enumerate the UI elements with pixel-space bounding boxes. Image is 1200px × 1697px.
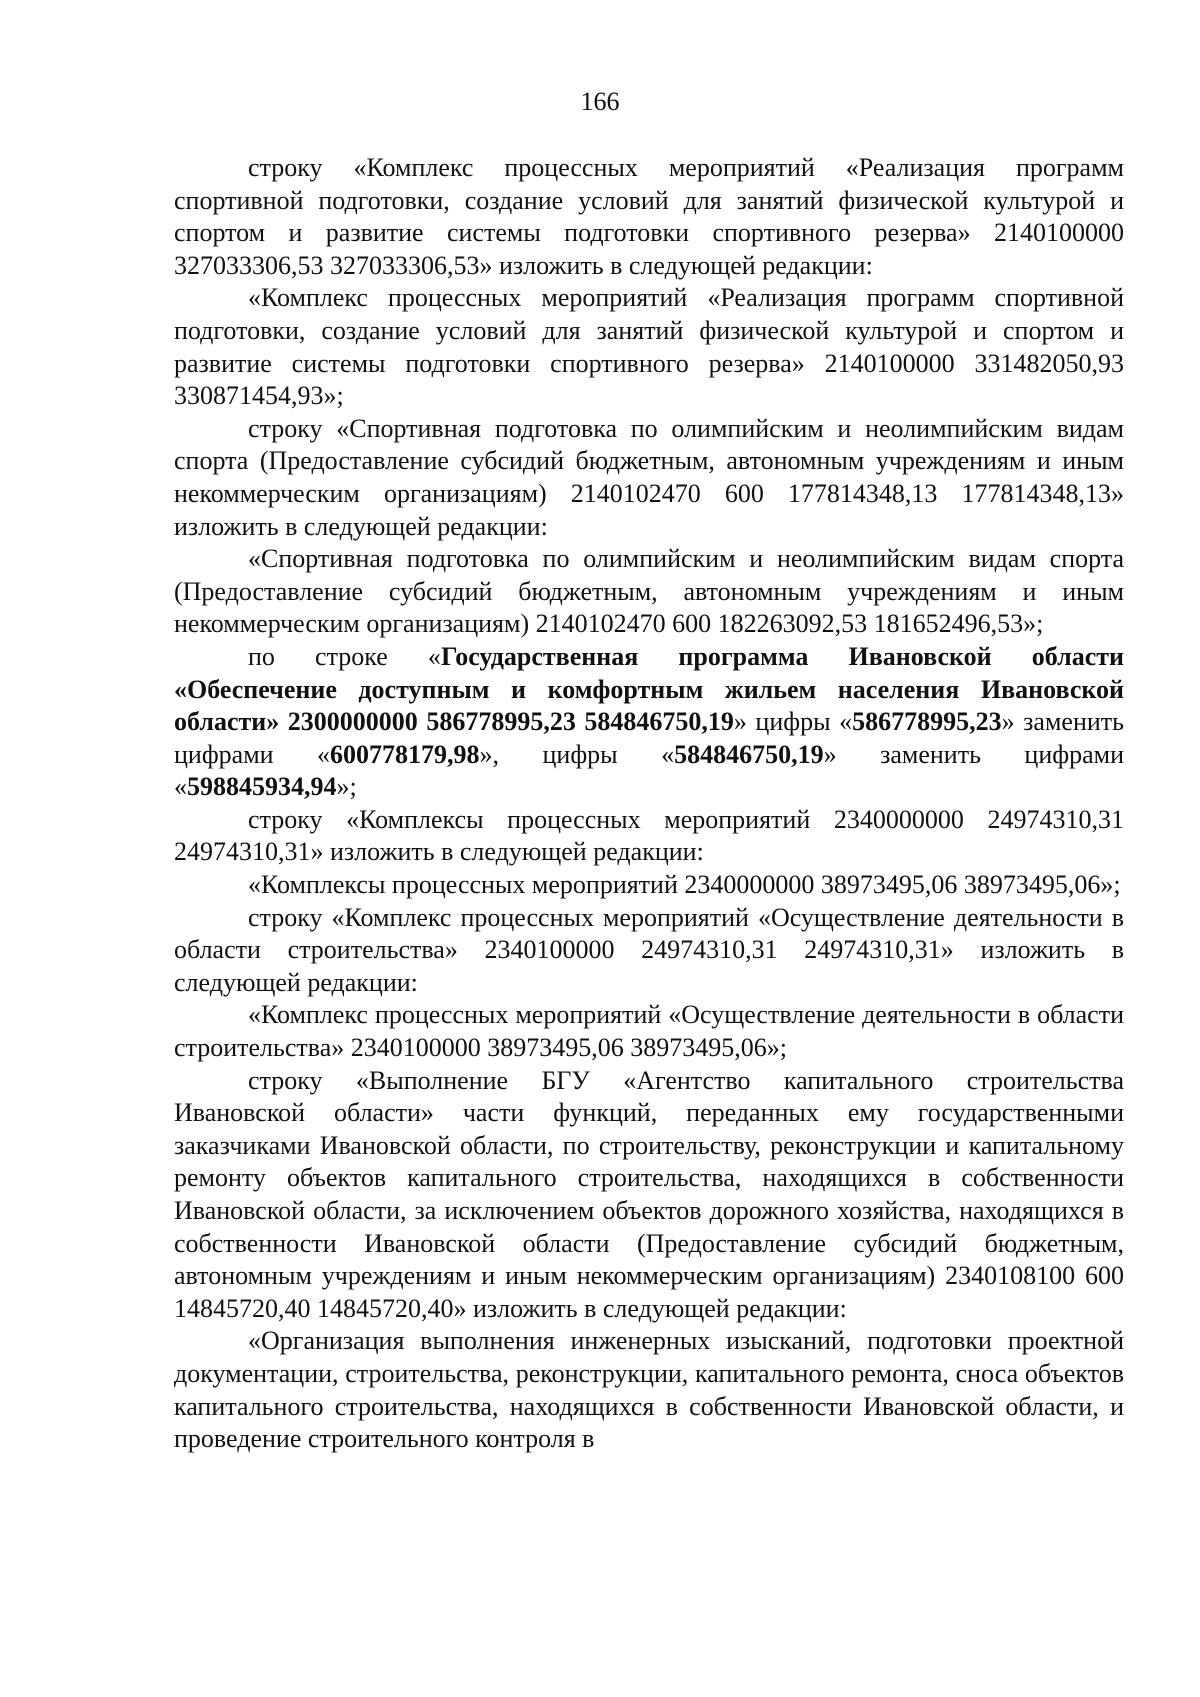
bold-text-segment: Государственная программа Ивановской области «Обеспечение доступным и комфортным жильем населения Ивановской области» 2300000000 586778995,23 584846750,19	[174, 641, 1124, 737]
paragraph	[174, 282, 1124, 412]
text-segment: строку «Комплексы процессных мероприятий 2340000000 24974310,31 24974310,31» изложить в следующей редакции:	[174, 804, 1124, 867]
text-segment: »;	[336, 772, 357, 802]
paragraph	[174, 543, 1124, 641]
page-number: 166	[580, 87, 620, 116]
bold-text-segment: 598845934,94	[187, 772, 337, 802]
paragraph	[174, 152, 1124, 282]
paragraph	[174, 1065, 1124, 1326]
paragraph	[174, 1325, 1124, 1455]
paragraph	[174, 641, 1124, 804]
text-segment: «Комплекс процессных мероприятий «Осуществление деятельности в области строительства» 2340100000 38973495,06 38973495,06»;	[174, 1000, 1124, 1063]
document-body	[174, 152, 1124, 1456]
text-segment: «Организация выполнения инженерных изысканий, подготовки проектной документации, строительства, реконструкции, капитального ремонта, сноса объектов капитального строительства, находящихся в собственности Ивановской области, и проведение строительного контроля в	[174, 1326, 1124, 1454]
paragraph	[174, 413, 1124, 543]
text-segment: строку «Комплекс процессных мероприятий «Осуществление деятельности в области строительства» 2340100000 24974310,31 24974310,31» изложить в следующей редакции:	[174, 902, 1124, 997]
text-segment: «Спортивная подготовка по олимпийским и неолимпийским видам спорта (Предоставление субсидий бюджетным, автономным учреждениям и иным некоммерческим организациям) 2140102470 600 182263092,53 181652496,53»;	[174, 544, 1124, 639]
text-segment: «Комплекс процессных мероприятий «Реализация программ спортивной подготовки, создание условий для занятий физической культурой и спортом и развитие системы подготовки спортивного резерва» 2140100000 331482050,93 330871454,93»;	[174, 283, 1124, 411]
text-segment: », цифры «	[479, 739, 675, 769]
bold-text-segment: 600778179,98	[330, 739, 480, 769]
text-segment: » заменить цифрами «	[174, 707, 1124, 769]
text-segment: » заменить цифрами «	[174, 739, 1124, 802]
text-segment: строку «Комплекс процессных мероприятий «Реализация программ спортивной подготовки, создание условий для занятий физической культурой и спортом и развитие системы подготовки спортивного резерва» 2140100000 327033306,53 327033306,53» изложить в следующей редакции:	[174, 153, 1124, 280]
bold-text-segment: 586778995,23	[852, 707, 1002, 737]
text-segment: » цифры «	[733, 707, 853, 737]
text-segment: строку «Спортивная подготовка по олимпийским и неолимпийским видам спорта (Предоставление субсидий бюджетным, автономным учреждениям и иным некоммерческим организациям) 2140102470 600 177814348,13 177814348,13» изложить в следующей редакции:	[174, 413, 1124, 541]
text-segment: строку «Выполнение БГУ «Агентство капитального строительства Ивановской области» части функций, переданных ему государственными заказчиками Ивановской области, по строительству, реконструкции и капитальному ремонту объектов капитального строительства, находящихся в собственности Ивановской области, за исключением объектов дорожного хозяйства, находящихся в собственности Ивановской области (Предоставление субсидий бюджетным, автономным учреждениям и иным некоммерческим организациям) 2340108100 600 14845720,40 14845720,40» изложить в следующей редакции:	[174, 1065, 1124, 1323]
paragraph	[174, 804, 1124, 869]
bold-text-segment: 584846750,19	[674, 739, 824, 769]
paragraph	[174, 999, 1124, 1064]
text-segment: по строке «	[248, 641, 441, 671]
paragraph	[174, 902, 1124, 1000]
text-segment: «Комплексы процессных мероприятий 2340000000 38973495,06 38973495,06»;	[248, 870, 1121, 900]
paragraph	[174, 869, 1124, 902]
